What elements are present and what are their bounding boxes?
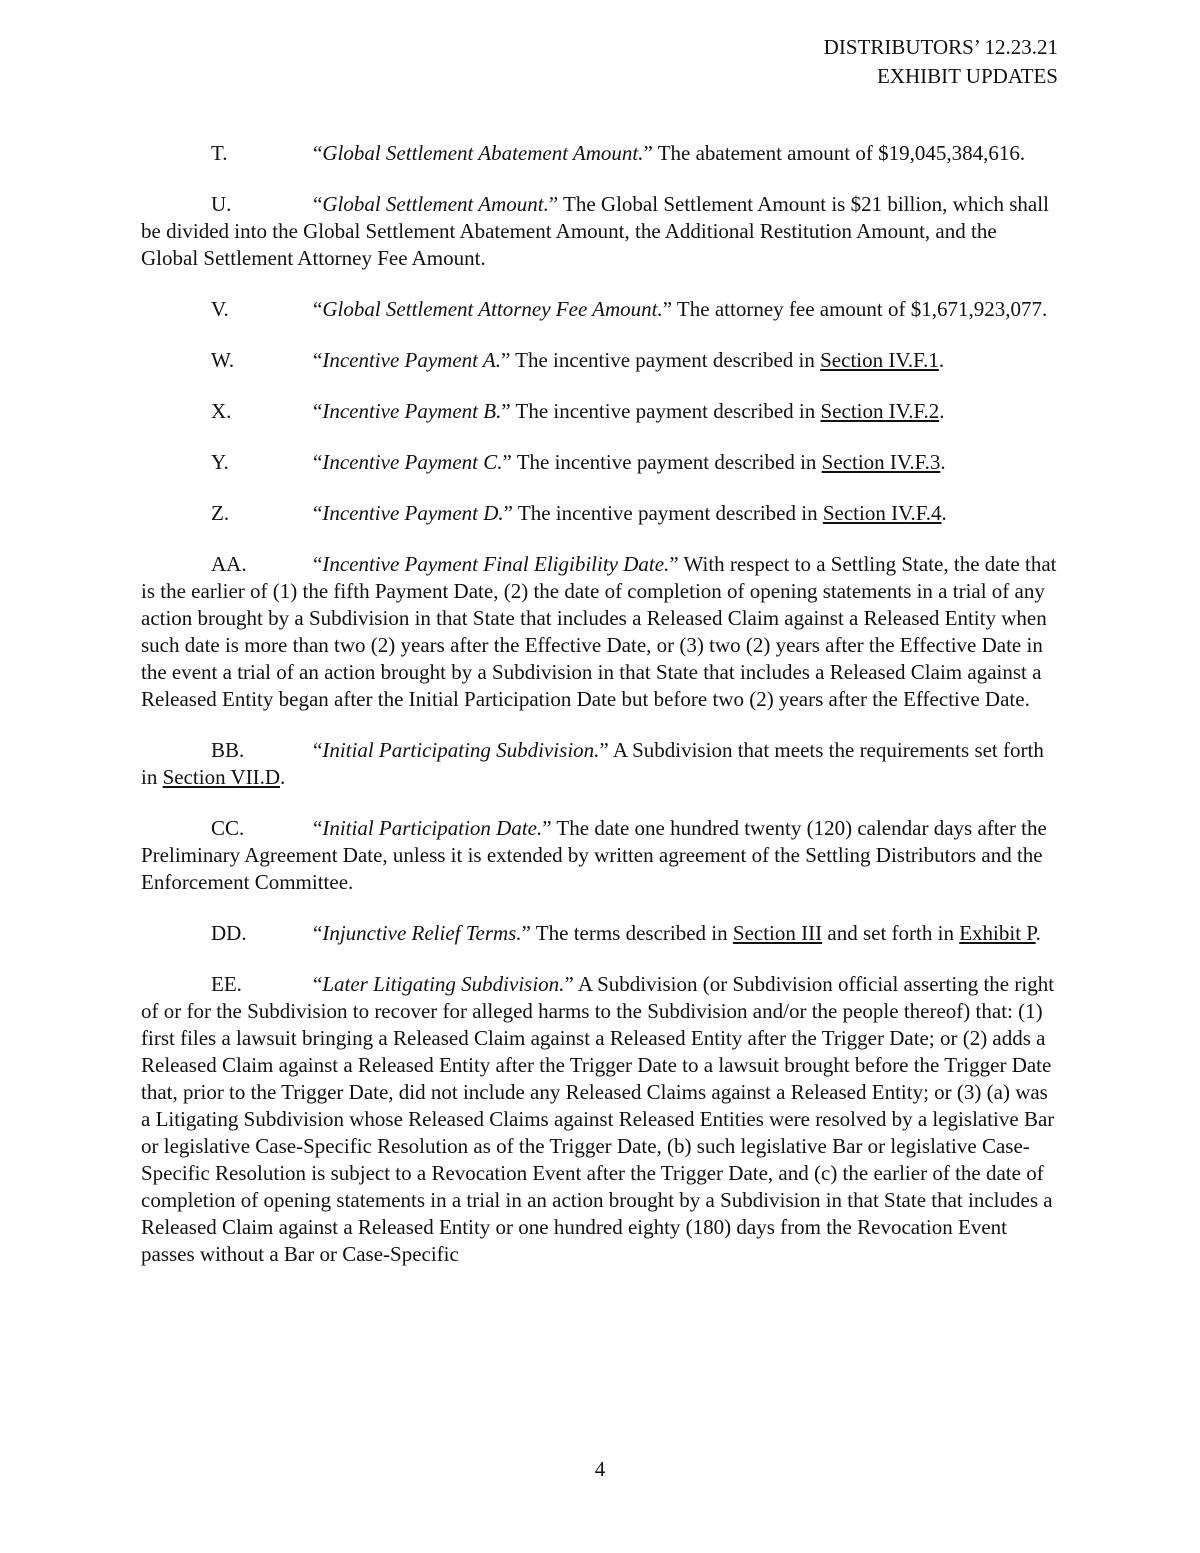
- definition-text: A Subdivision (or Subdivision official asserting the right of or for the Subdivision to recover for alleged harms to the Subdivision and/or the people thereof) that: (1) first files a lawsuit bringing a Released Claim against a Released Entity after the Trigger Date; or (2) adds a Released Claim against a Released Entity after the Trigger Date to a lawsuit brought before the Trigger Date that, prior to the Trigger Date, did not include any Released Claims against a Released Entity; or (3) (a) was a Litigating Subdivision whose Released Claims against Released Entities were resolved by a legislative Bar or legislative Case-Specific Resolution as of the Trigger Date, (b) such legislative Bar or legislative Case-Specific Resolution is subject to a Revocation Event after the Trigger Date, and (c) the earlier of the date of completion of opening statements in a trial in an action brought by a Subdivision in that State that includes a Released Claim against a Released Entity or one hundred eighty (180) days from the Revocation Event passes without a Bar or Case-Specific: [141, 972, 1055, 1266]
- open-quote: “: [313, 192, 323, 216]
- open-quote: “: [313, 399, 323, 423]
- definition-u: [141, 191, 1059, 272]
- definition-text: A Subdivision that meets the requirements set forth in: [141, 738, 1044, 789]
- page-number: 4: [594, 1457, 606, 1481]
- open-quote: “: [313, 552, 323, 576]
- close-quote: ”: [542, 816, 552, 840]
- definition-letter: U.: [211, 192, 232, 216]
- open-quote: “: [313, 921, 323, 945]
- definition-x: [141, 398, 1059, 425]
- defined-term: Initial Participation Date.: [322, 816, 543, 840]
- definition-tail: .: [941, 501, 947, 525]
- definition-tail: .: [280, 765, 286, 789]
- definition-text: The abatement amount of $19,045,384,616.: [652, 141, 1026, 165]
- section-reference-link: Section VII.D: [162, 765, 281, 789]
- definition-cc: [141, 815, 1059, 896]
- close-quote: ”: [502, 450, 512, 474]
- definition-letter: Z.: [211, 501, 230, 525]
- definition-text: The incentive payment described in: [511, 450, 822, 474]
- defined-term: Global Settlement Amount.: [322, 192, 549, 216]
- definition-letter: CC.: [211, 816, 245, 840]
- definition-tail: .: [1035, 921, 1041, 945]
- definition-text: With respect to a Settling State, the date that is the earlier of (1) the fifth Payment Date, (2) the date of completion of opening statements in a trial of any action brought by a Subdivision in that State that includes a Released Claim against a Released Entity when such date is more than two (2) years after the Effective Date, or (3) two (2) years after the Effective Date in the event a trial of an action brought by a Subdivision in that State that includes a Released Claim against a Released Entity began after the Initial Participation Date but before two (2) years after the Effective Date.: [141, 552, 1057, 711]
- exhibit-reference-link: Exhibit P: [959, 921, 1036, 945]
- defined-term: Incentive Payment Final Eligibility Date.: [322, 552, 670, 576]
- definition-text: The incentive payment described in: [513, 501, 823, 525]
- definition-tail: .: [938, 348, 945, 372]
- section-reference-link: Section IV.F.3: [821, 450, 941, 474]
- definition-text: The terms described in: [530, 921, 733, 945]
- definition-t: [141, 140, 1059, 167]
- close-quote: ”: [669, 552, 679, 576]
- definition-y: [141, 449, 1059, 476]
- definition-bb: [141, 737, 1059, 791]
- defined-term: Global Settlement Abatement Amount.: [322, 141, 644, 165]
- close-quote: ”: [662, 297, 673, 321]
- definition-v: [141, 296, 1059, 323]
- open-quote: “: [313, 141, 323, 165]
- header-line-2: EXHIBIT UPDATES: [876, 64, 1058, 88]
- close-quote: ”: [599, 738, 609, 762]
- definition-letter: W.: [211, 348, 235, 372]
- close-quote: ”: [643, 141, 653, 165]
- open-quote: “: [313, 816, 323, 840]
- definition-letter: X.: [211, 399, 232, 423]
- definition-w: [141, 347, 1059, 374]
- definition-dd: [141, 920, 1059, 947]
- close-quote: ”: [521, 921, 531, 945]
- definition-mid: and set forth in: [822, 921, 960, 945]
- open-quote: “: [313, 972, 323, 996]
- defined-term: Incentive Payment D.: [322, 501, 504, 525]
- definition-tail: .: [940, 450, 946, 474]
- defined-term: Later Litigating Subdivision.: [322, 972, 565, 996]
- section-reference-link: Section IV.F.2: [820, 399, 940, 423]
- open-quote: “: [313, 348, 323, 372]
- close-quote: ”: [503, 501, 513, 525]
- open-quote: “: [313, 297, 323, 321]
- definition-letter: T.: [211, 141, 228, 165]
- header-line-1: DISTRIBUTORS’ 12.23.21: [823, 35, 1058, 59]
- definition-text: The Global Settlement Amount is $21 billion, which shall be divided into the Global Settlement Abatement Amount, the Additional Restitution Amount, and the Global Settlement Attorney Fee Amount.: [141, 192, 1049, 270]
- document-header: [824, 33, 1058, 91]
- defined-term: Injunctive Relief Terms.: [322, 921, 522, 945]
- close-quote: ”: [548, 192, 559, 216]
- defined-term: Initial Participating Subdivision.: [322, 738, 600, 762]
- definition-letter: Y.: [211, 450, 229, 474]
- defined-term: Incentive Payment B.: [322, 399, 502, 423]
- definition-aa: [141, 551, 1059, 713]
- definition-text: The incentive payment described in: [510, 399, 821, 423]
- defined-term: Incentive Payment A.: [322, 348, 501, 372]
- defined-term: Global Settlement Attorney Fee Amount.: [322, 297, 663, 321]
- defined-term: Incentive Payment C.: [322, 450, 503, 474]
- definition-tail: .: [939, 399, 945, 423]
- definition-letter: DD.: [211, 921, 247, 945]
- close-quote: ”: [500, 348, 511, 372]
- definitions-list: [141, 140, 1059, 1292]
- open-quote: “: [313, 738, 323, 762]
- definition-letter: EE.: [211, 972, 242, 996]
- open-quote: “: [313, 450, 323, 474]
- definition-text: The date one hundred twenty (120) calendar days after the Preliminary Agreement Date, unless it is extended by written agreement of the Settling Distributors and the Enforcement Committee.: [141, 816, 1047, 894]
- section-reference-link: Section IV.F.4: [822, 501, 942, 525]
- close-quote: ”: [501, 399, 511, 423]
- open-quote: “: [313, 501, 323, 525]
- close-quote: ”: [564, 972, 574, 996]
- section-reference-link: Section III: [732, 921, 823, 945]
- definition-z: [141, 500, 1059, 527]
- definition-letter: AA.: [211, 552, 247, 576]
- definition-letter: V.: [211, 297, 229, 321]
- definition-text: The attorney fee amount of $1,671,923,077.: [672, 297, 1048, 321]
- definition-letter: BB.: [211, 738, 245, 762]
- section-reference-link: Section IV.F.1: [820, 348, 939, 372]
- definition-text: The incentive payment described in: [510, 348, 821, 372]
- definition-ee: [141, 971, 1059, 1268]
